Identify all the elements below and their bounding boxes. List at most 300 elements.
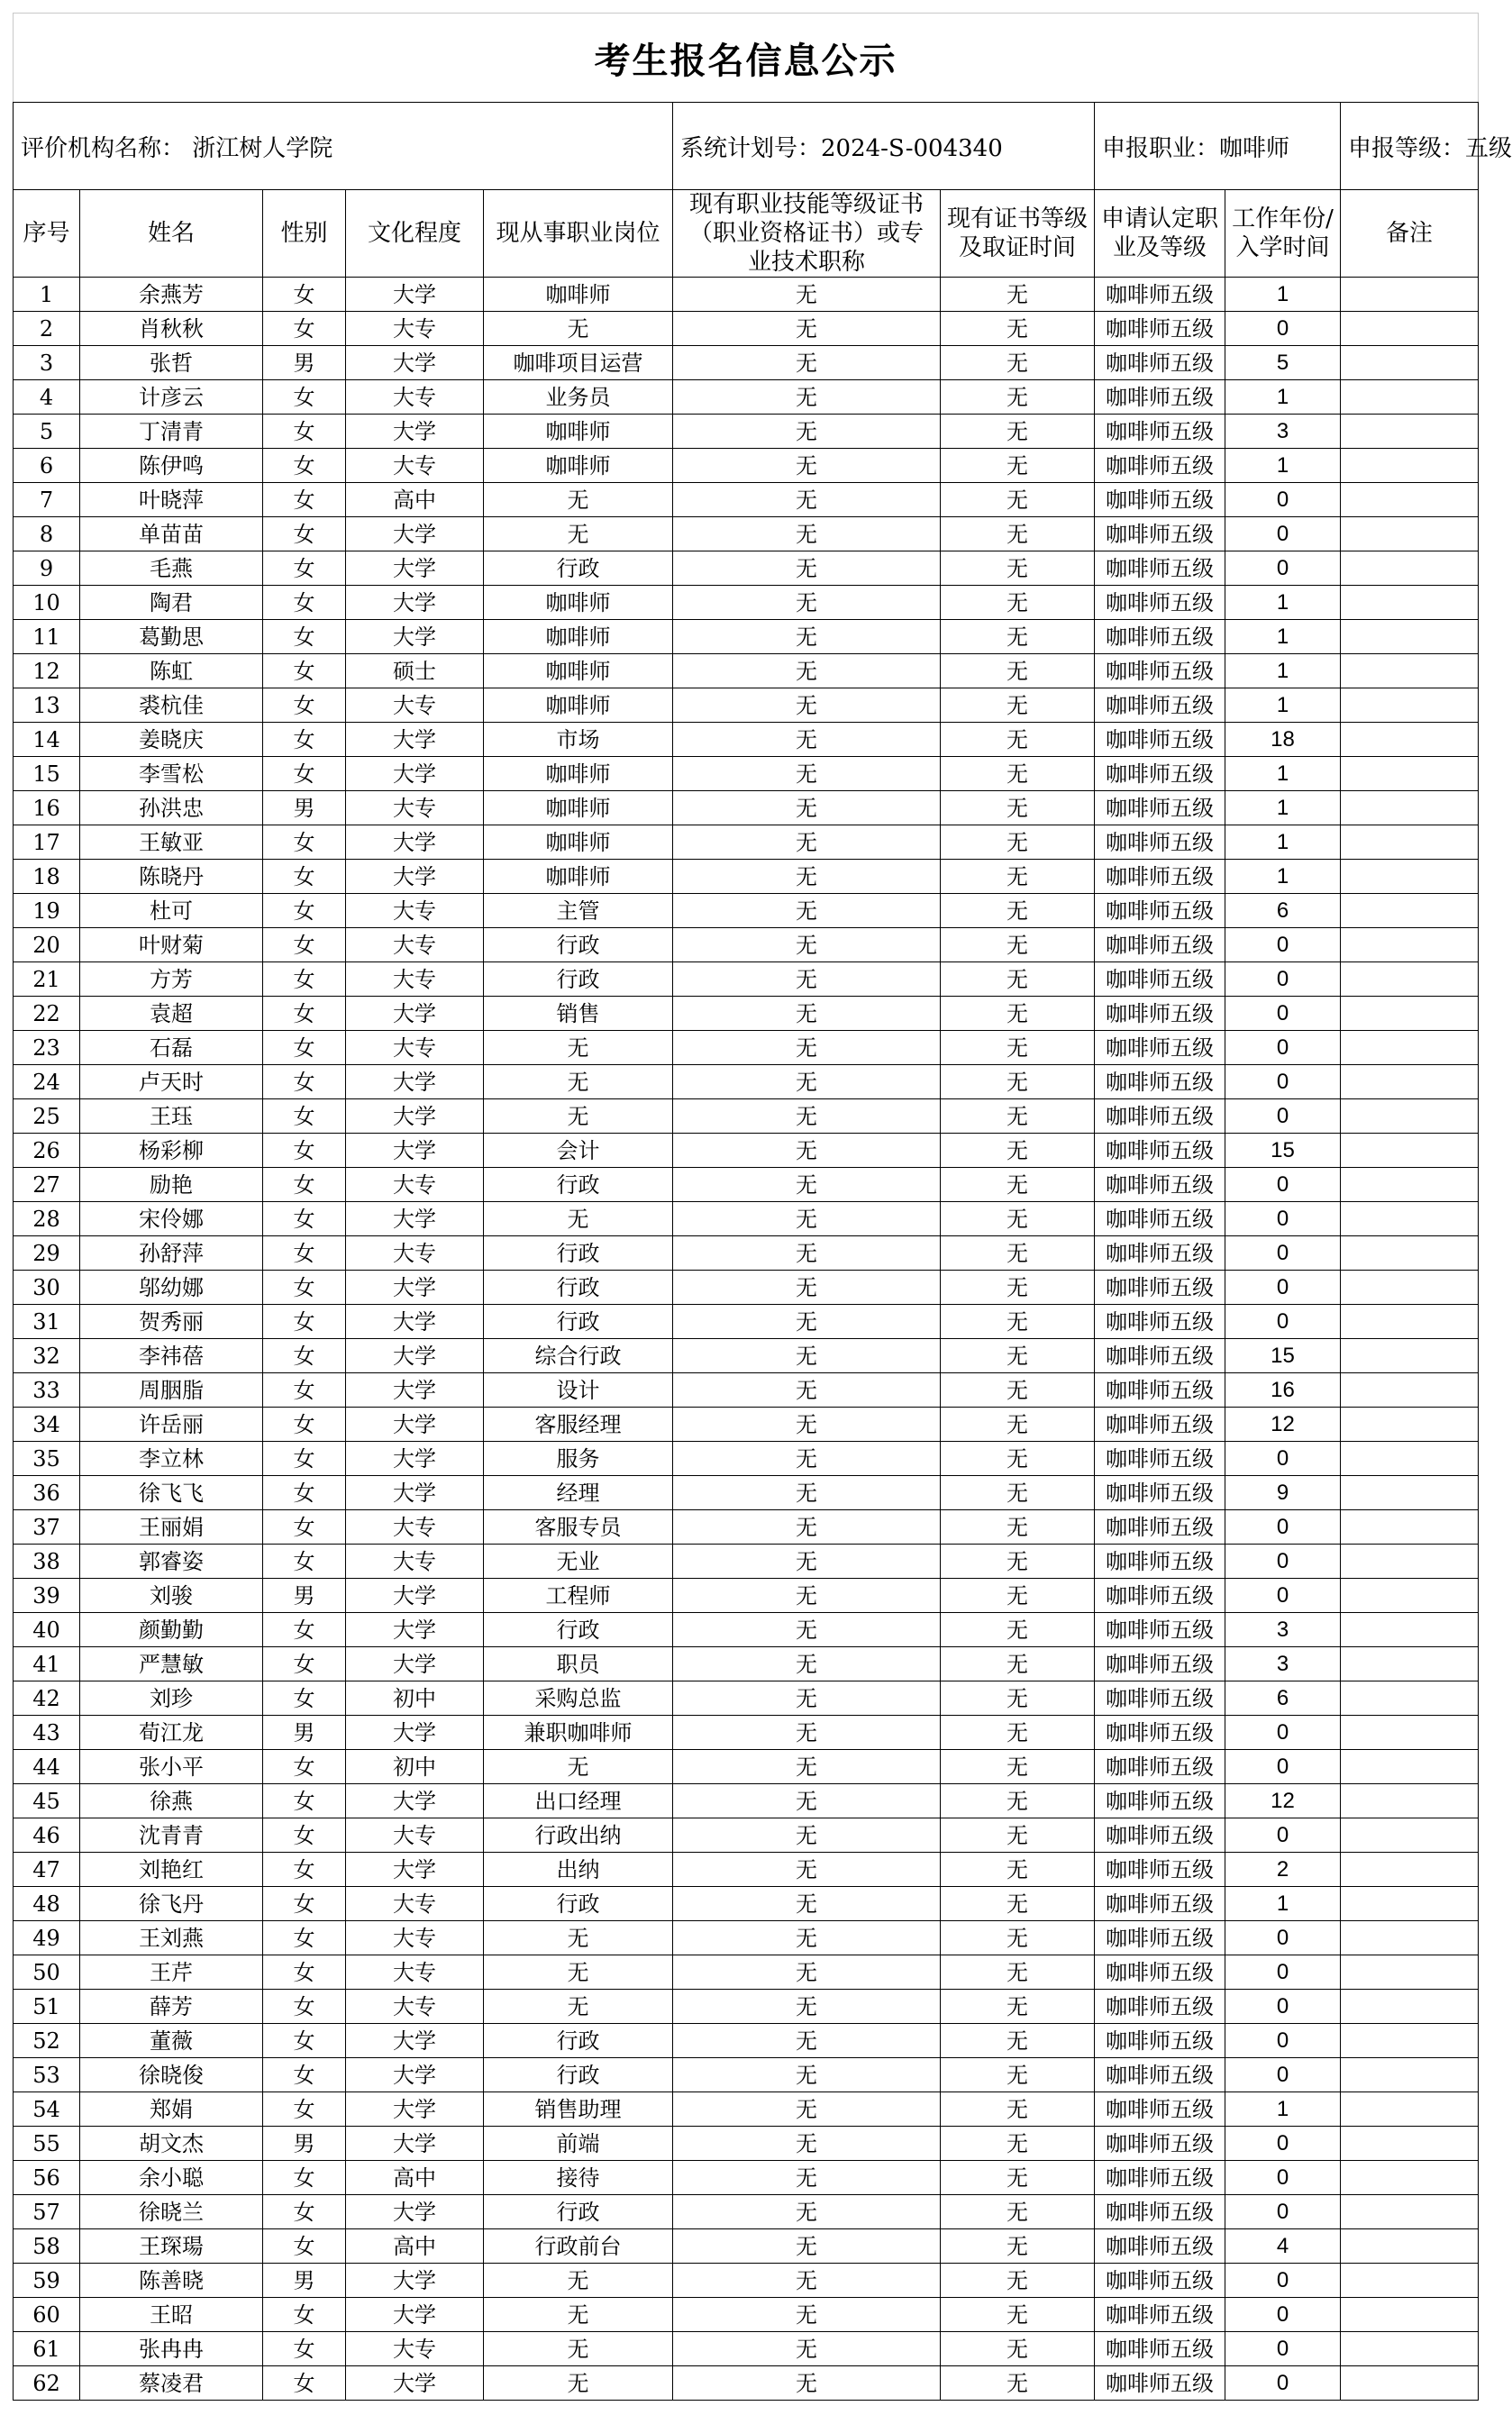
cell-work-years: 16 (1225, 1373, 1341, 1408)
cell-cert-level-date: 无 (941, 894, 1095, 928)
cell-apply-job-level: 咖啡师五级 (1095, 1921, 1225, 1955)
cell-name: 陈伊鸣 (80, 449, 263, 483)
cell-name: 余小聪 (80, 2161, 263, 2195)
cell-certificate: 无 (673, 2332, 941, 2366)
cell-remarks (1341, 1168, 1479, 1202)
cell-certificate: 无 (673, 1442, 941, 1476)
cell-work-years: 15 (1225, 1134, 1341, 1168)
cell-cert-level-date: 无 (941, 1545, 1095, 1579)
cell-cert-level-date: 无 (941, 1236, 1095, 1271)
cell-cert-level-date: 无 (941, 2058, 1095, 2092)
table-row (14, 415, 1479, 449)
cell-seq: 34 (14, 1408, 80, 1442)
cell-certificate: 无 (673, 825, 941, 860)
cell-apply-job-level: 咖啡师五级 (1095, 2058, 1225, 2092)
cell-certificate: 无 (673, 2195, 941, 2229)
cell-remarks (1341, 1716, 1479, 1750)
table-row (14, 791, 1479, 825)
cell-cert-level-date: 无 (941, 1031, 1095, 1065)
cell-cert-level-date: 无 (941, 1065, 1095, 1099)
cell-apply-job-level: 咖啡师五级 (1095, 2229, 1225, 2264)
cell-work-years: 0 (1225, 1236, 1341, 1271)
cell-cert-level-date: 无 (941, 1408, 1095, 1442)
cell-name: 贺秀丽 (80, 1305, 263, 1339)
cell-education: 大专 (346, 962, 484, 997)
cell-education: 大专 (346, 1031, 484, 1065)
cell-gender: 女 (263, 380, 346, 415)
cell-name: 许岳丽 (80, 1408, 263, 1442)
cell-cert-level-date: 无 (941, 551, 1095, 586)
cell-remarks (1341, 2058, 1479, 2092)
table-row (14, 551, 1479, 586)
cell-education: 大学 (346, 1305, 484, 1339)
cell-seq: 48 (14, 1887, 80, 1921)
table-row (14, 586, 1479, 620)
cell-remarks (1341, 2332, 1479, 2366)
cell-remarks (1341, 1613, 1479, 1647)
cell-seq: 44 (14, 1750, 80, 1784)
cell-certificate: 无 (673, 2264, 941, 2298)
cell-current-job: 行政 (484, 2024, 673, 2058)
cell-apply-job-level: 咖啡师五级 (1095, 1955, 1225, 1990)
cell-current-job: 设计 (484, 1373, 673, 1408)
cell-seq: 21 (14, 962, 80, 997)
cell-name: 刘珍 (80, 1681, 263, 1716)
cell-remarks (1341, 517, 1479, 551)
cell-seq: 40 (14, 1613, 80, 1647)
cell-certificate: 无 (673, 1373, 941, 1408)
cell-seq: 38 (14, 1545, 80, 1579)
cell-current-job: 无 (484, 2366, 673, 2401)
cell-gender: 女 (263, 2092, 346, 2127)
cell-current-job: 行政 (484, 1271, 673, 1305)
table-row (14, 1545, 1479, 1579)
cell-name: 毛燕 (80, 551, 263, 586)
cell-remarks (1341, 894, 1479, 928)
cell-remarks (1341, 1853, 1479, 1887)
cell-certificate: 无 (673, 2024, 941, 2058)
cell-education: 大学 (346, 551, 484, 586)
cell-remarks (1341, 688, 1479, 723)
cell-gender: 男 (263, 2264, 346, 2298)
cell-education: 大学 (346, 1339, 484, 1373)
cell-gender: 女 (263, 962, 346, 997)
table-row (14, 2127, 1479, 2161)
cell-gender: 女 (263, 1750, 346, 1784)
cell-remarks (1341, 483, 1479, 517)
cell-gender: 女 (263, 1134, 346, 1168)
cell-name: 袁超 (80, 997, 263, 1031)
table-row (14, 449, 1479, 483)
cell-current-job: 出纳 (484, 1853, 673, 1887)
cell-work-years: 1 (1225, 380, 1341, 415)
cell-remarks (1341, 1818, 1479, 1853)
table-row (14, 2229, 1479, 2264)
cell-name: 肖秋秋 (80, 312, 263, 346)
cell-gender: 女 (263, 928, 346, 962)
cell-certificate: 无 (673, 1408, 941, 1442)
cell-remarks (1341, 2024, 1479, 2058)
cell-name: 徐晓兰 (80, 2195, 263, 2229)
cell-apply-job-level: 咖啡师五级 (1095, 688, 1225, 723)
cell-work-years: 0 (1225, 2058, 1341, 2092)
cell-seq: 19 (14, 894, 80, 928)
cell-name: 徐飞飞 (80, 1476, 263, 1510)
cell-cert-level-date: 无 (941, 1373, 1095, 1408)
cell-certificate: 无 (673, 2366, 941, 2401)
cell-gender: 女 (263, 723, 346, 757)
cell-name: 李雪松 (80, 757, 263, 791)
cell-gender: 女 (263, 1476, 346, 1510)
cell-current-job: 行政出纳 (484, 1818, 673, 1853)
cell-certificate: 无 (673, 380, 941, 415)
cell-apply-job-level: 咖啡师五级 (1095, 654, 1225, 688)
cell-apply-job-level: 咖啡师五级 (1095, 1510, 1225, 1545)
table-row (14, 757, 1479, 791)
cell-education: 大学 (346, 997, 484, 1031)
cell-certificate: 无 (673, 551, 941, 586)
cell-cert-level-date: 无 (941, 1990, 1095, 2024)
header-seq: 序号 (14, 190, 80, 278)
cell-apply-job-level: 咖啡师五级 (1095, 2161, 1225, 2195)
cell-seq: 28 (14, 1202, 80, 1236)
cell-remarks (1341, 449, 1479, 483)
cell-gender: 女 (263, 688, 346, 723)
cell-current-job: 行政 (484, 1305, 673, 1339)
cell-apply-job-level: 咖啡师五级 (1095, 1681, 1225, 1716)
cell-remarks (1341, 415, 1479, 449)
cell-apply-job-level: 咖啡师五级 (1095, 483, 1225, 517)
cell-seq: 35 (14, 1442, 80, 1476)
cell-cert-level-date: 无 (941, 1271, 1095, 1305)
cell-remarks (1341, 723, 1479, 757)
cell-seq: 17 (14, 825, 80, 860)
cell-work-years: 0 (1225, 1168, 1341, 1202)
cell-work-years: 1 (1225, 654, 1341, 688)
cell-name: 叶财菊 (80, 928, 263, 962)
cell-education: 大专 (346, 1510, 484, 1545)
cell-seq: 13 (14, 688, 80, 723)
table-row (14, 2058, 1479, 2092)
cell-work-years: 1 (1225, 791, 1341, 825)
cell-education: 大专 (346, 1236, 484, 1271)
cell-gender: 女 (263, 1442, 346, 1476)
cell-certificate: 无 (673, 1305, 941, 1339)
cell-certificate: 无 (673, 1168, 941, 1202)
cell-apply-job-level: 咖啡师五级 (1095, 1408, 1225, 1442)
cell-work-years: 6 (1225, 1681, 1341, 1716)
cell-name: 姜晓庆 (80, 723, 263, 757)
cell-work-years: 0 (1225, 2332, 1341, 2366)
cell-seq: 37 (14, 1510, 80, 1545)
cell-certificate: 无 (673, 860, 941, 894)
cell-current-job: 咖啡师 (484, 791, 673, 825)
cell-gender: 女 (263, 1065, 346, 1099)
cell-education: 初中 (346, 1750, 484, 1784)
cell-gender: 女 (263, 1408, 346, 1442)
cell-current-job: 咖啡师 (484, 825, 673, 860)
cell-current-job: 咖啡师 (484, 415, 673, 449)
cell-current-job: 前端 (484, 2127, 673, 2161)
cell-remarks (1341, 2161, 1479, 2195)
cell-current-job: 咖啡师 (484, 278, 673, 312)
table-row (14, 278, 1479, 312)
cell-seq: 45 (14, 1784, 80, 1818)
level-cell: 申报等级：五级 (1341, 103, 1479, 190)
header-name: 姓名 (80, 190, 263, 278)
cell-education: 大专 (346, 1168, 484, 1202)
cell-gender: 女 (263, 2024, 346, 2058)
cell-name: 颜勤勤 (80, 1613, 263, 1647)
cell-cert-level-date: 无 (941, 1784, 1095, 1818)
cell-certificate: 无 (673, 1853, 941, 1887)
cell-apply-job-level: 咖啡师五级 (1095, 757, 1225, 791)
cell-certificate: 无 (673, 312, 941, 346)
cell-gender: 女 (263, 1168, 346, 1202)
cell-work-years: 12 (1225, 1408, 1341, 1442)
cell-seq: 9 (14, 551, 80, 586)
cell-certificate: 无 (673, 723, 941, 757)
cell-gender: 女 (263, 1887, 346, 1921)
cell-apply-job-level: 咖啡师五级 (1095, 312, 1225, 346)
table-row (14, 1681, 1479, 1716)
cell-apply-job-level: 咖啡师五级 (1095, 1545, 1225, 1579)
job-cell: 申报职业：咖啡师 (1095, 103, 1341, 190)
cell-certificate: 无 (673, 1339, 941, 1373)
table-row (14, 1613, 1479, 1647)
cell-certificate: 无 (673, 1613, 941, 1647)
cell-current-job: 行政 (484, 551, 673, 586)
cell-education: 大学 (346, 1202, 484, 1236)
cell-name: 卢天时 (80, 1065, 263, 1099)
cell-work-years: 0 (1225, 1442, 1341, 1476)
cell-work-years: 0 (1225, 1271, 1341, 1305)
cell-education: 大专 (346, 380, 484, 415)
cell-apply-job-level: 咖啡师五级 (1095, 2264, 1225, 2298)
cell-remarks (1341, 1476, 1479, 1510)
table-row (14, 483, 1479, 517)
table-row (14, 1134, 1479, 1168)
cell-name: 张哲 (80, 346, 263, 380)
cell-education: 大学 (346, 1134, 484, 1168)
cell-cert-level-date: 无 (941, 1681, 1095, 1716)
cell-seq: 15 (14, 757, 80, 791)
cell-work-years: 0 (1225, 312, 1341, 346)
cell-education: 大专 (346, 894, 484, 928)
header-remarks: 备注 (1341, 190, 1479, 278)
cell-education: 硕士 (346, 654, 484, 688)
header-row (14, 190, 1479, 278)
cell-gender: 女 (263, 860, 346, 894)
cell-gender: 女 (263, 483, 346, 517)
cell-name: 计彦云 (80, 380, 263, 415)
cell-seq: 61 (14, 2332, 80, 2366)
cell-education: 大学 (346, 825, 484, 860)
table-row (14, 2024, 1479, 2058)
table-row (14, 1168, 1479, 1202)
cell-certificate: 无 (673, 1202, 941, 1236)
cell-certificate: 无 (673, 1784, 941, 1818)
cell-certificate: 无 (673, 2298, 941, 2332)
table-row (14, 620, 1479, 654)
table-row (14, 1202, 1479, 1236)
cell-education: 高中 (346, 2229, 484, 2264)
cell-cert-level-date: 无 (941, 483, 1095, 517)
cell-education: 大学 (346, 346, 484, 380)
cell-remarks (1341, 1887, 1479, 1921)
cell-certificate: 无 (673, 688, 941, 723)
cell-education: 大学 (346, 517, 484, 551)
table-row (14, 1065, 1479, 1099)
header-current-job: 现从事职业岗位 (484, 190, 673, 278)
cell-education: 大专 (346, 1545, 484, 1579)
cell-apply-job-level: 咖啡师五级 (1095, 997, 1225, 1031)
cell-name: 陈虹 (80, 654, 263, 688)
cell-seq: 16 (14, 791, 80, 825)
cell-current-job: 综合行政 (484, 1339, 673, 1373)
cell-seq: 12 (14, 654, 80, 688)
cell-cert-level-date: 无 (941, 2298, 1095, 2332)
cell-gender: 女 (263, 415, 346, 449)
cell-work-years: 1 (1225, 2092, 1341, 2127)
cell-work-years: 4 (1225, 2229, 1341, 2264)
cell-name: 徐飞丹 (80, 1887, 263, 1921)
cell-education: 大专 (346, 1921, 484, 1955)
cell-current-job: 行政 (484, 928, 673, 962)
cell-seq: 53 (14, 2058, 80, 2092)
table-row (14, 1099, 1479, 1134)
cell-remarks (1341, 380, 1479, 415)
cell-remarks (1341, 1408, 1479, 1442)
cell-cert-level-date: 无 (941, 1099, 1095, 1134)
cell-work-years: 0 (1225, 2195, 1341, 2229)
cell-apply-job-level: 咖啡师五级 (1095, 1579, 1225, 1613)
cell-seq: 10 (14, 586, 80, 620)
cell-gender: 女 (263, 1099, 346, 1134)
cell-name: 徐晓俊 (80, 2058, 263, 2092)
cell-cert-level-date: 无 (941, 1818, 1095, 1853)
cell-cert-level-date: 无 (941, 1442, 1095, 1476)
cell-certificate: 无 (673, 654, 941, 688)
cell-apply-job-level: 咖啡师五级 (1095, 551, 1225, 586)
cell-education: 大学 (346, 415, 484, 449)
registration-table (13, 13, 1512, 2401)
table-row (14, 2195, 1479, 2229)
cell-remarks (1341, 2092, 1479, 2127)
cell-work-years: 6 (1225, 894, 1341, 928)
cell-current-job: 无 (484, 517, 673, 551)
table-row (14, 962, 1479, 997)
cell-remarks (1341, 1099, 1479, 1134)
cell-current-job: 主管 (484, 894, 673, 928)
cell-education: 大学 (346, 2058, 484, 2092)
cell-apply-job-level: 咖啡师五级 (1095, 1236, 1225, 1271)
cell-seq: 42 (14, 1681, 80, 1716)
table-row (14, 1305, 1479, 1339)
table-row (14, 2092, 1479, 2127)
registration-sheet (13, 13, 1512, 2401)
cell-name: 石磊 (80, 1031, 263, 1065)
cell-current-job: 无业 (484, 1545, 673, 1579)
cell-certificate: 无 (673, 346, 941, 380)
cell-cert-level-date: 无 (941, 1305, 1095, 1339)
table-row (14, 1510, 1479, 1545)
cell-gender: 女 (263, 1613, 346, 1647)
cell-name: 方芳 (80, 962, 263, 997)
cell-gender: 男 (263, 791, 346, 825)
cell-current-job: 接待 (484, 2161, 673, 2195)
cell-apply-job-level: 咖啡师五级 (1095, 2127, 1225, 2161)
cell-seq: 49 (14, 1921, 80, 1955)
cell-apply-job-level: 咖啡师五级 (1095, 1442, 1225, 1476)
cell-remarks (1341, 860, 1479, 894)
cell-seq: 1 (14, 278, 80, 312)
cell-work-years: 3 (1225, 1613, 1341, 1647)
cell-name: 严慧敏 (80, 1647, 263, 1681)
cell-apply-job-level: 咖啡师五级 (1095, 586, 1225, 620)
cell-education: 大学 (346, 2264, 484, 2298)
cell-remarks (1341, 1373, 1479, 1408)
cell-current-job: 咖啡师 (484, 860, 673, 894)
cell-work-years: 0 (1225, 483, 1341, 517)
cell-current-job: 无 (484, 1099, 673, 1134)
cell-seq: 39 (14, 1579, 80, 1613)
table-row (14, 1271, 1479, 1305)
cell-apply-job-level: 咖啡师五级 (1095, 894, 1225, 928)
cell-cert-level-date: 无 (941, 2264, 1095, 2298)
cell-education: 大学 (346, 1784, 484, 1818)
cell-work-years: 3 (1225, 1647, 1341, 1681)
cell-current-job: 服务 (484, 1442, 673, 1476)
cell-remarks (1341, 1442, 1479, 1476)
cell-apply-job-level: 咖啡师五级 (1095, 1168, 1225, 1202)
cell-name: 孙舒萍 (80, 1236, 263, 1271)
cell-apply-job-level: 咖啡师五级 (1095, 1887, 1225, 1921)
cell-current-job: 无 (484, 1750, 673, 1784)
cell-gender: 女 (263, 1510, 346, 1545)
cell-education: 大学 (346, 2366, 484, 2401)
table-row (14, 928, 1479, 962)
cell-name: 邬幼娜 (80, 1271, 263, 1305)
cell-name: 李立林 (80, 1442, 263, 1476)
cell-seq: 36 (14, 1476, 80, 1510)
cell-education: 高中 (346, 2161, 484, 2195)
cell-name: 王昭 (80, 2298, 263, 2332)
cell-cert-level-date: 无 (941, 380, 1095, 415)
cell-cert-level-date: 无 (941, 997, 1095, 1031)
cell-apply-job-level: 咖啡师五级 (1095, 449, 1225, 483)
cell-apply-job-level: 咖啡师五级 (1095, 1305, 1225, 1339)
table-row (14, 1818, 1479, 1853)
cell-work-years: 18 (1225, 723, 1341, 757)
header-gender: 性别 (263, 190, 346, 278)
cell-work-years: 0 (1225, 1099, 1341, 1134)
cell-gender: 女 (263, 2298, 346, 2332)
cell-seq: 47 (14, 1853, 80, 1887)
cell-remarks (1341, 1065, 1479, 1099)
table-row (14, 723, 1479, 757)
header-apply-job-level: 申请认定职业及等级 (1095, 190, 1225, 278)
cell-current-job: 无 (484, 2332, 673, 2366)
cell-work-years: 0 (1225, 2264, 1341, 2298)
cell-remarks (1341, 1921, 1479, 1955)
cell-gender: 女 (263, 757, 346, 791)
cell-gender: 女 (263, 1339, 346, 1373)
cell-gender: 女 (263, 2058, 346, 2092)
cell-cert-level-date: 无 (941, 1750, 1095, 1784)
cell-seq: 2 (14, 312, 80, 346)
cell-gender: 女 (263, 1271, 346, 1305)
